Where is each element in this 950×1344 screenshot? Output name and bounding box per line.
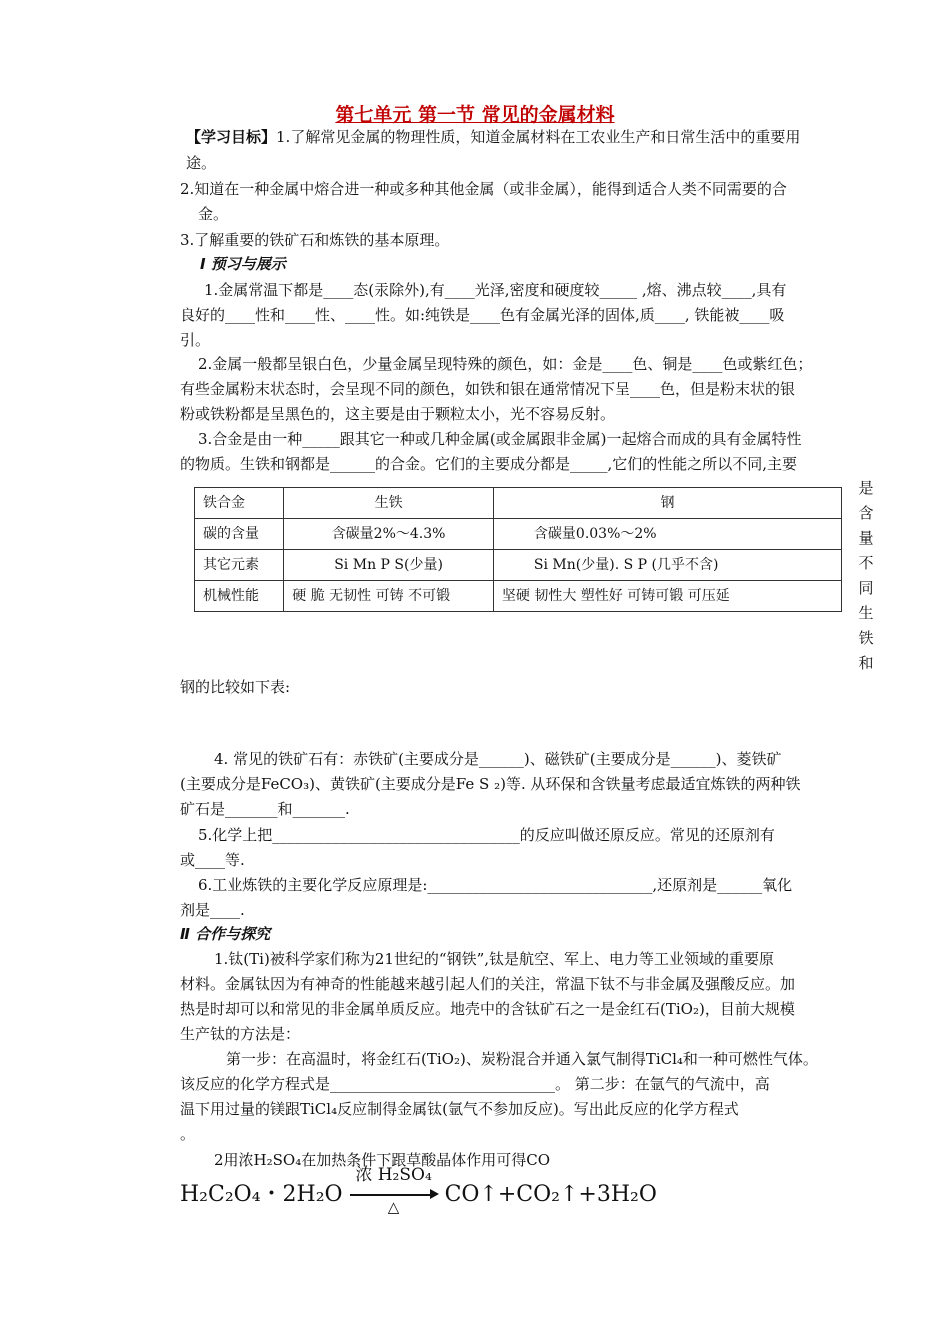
table-cell: 硬 脆 无韧性 可铸 不可锻 [284, 581, 494, 612]
objectives-line-1 [186, 126, 800, 148]
table-cell: 含碳量0.03%～2% [493, 519, 841, 550]
q1-line-c: 引。 [180, 331, 211, 349]
e1-line-b: 材料。金属钛因为有神奇的性能越来越引起人们的关注，常温下钛不与非金属及强酸反应。加 [180, 975, 796, 993]
q4-line-b: (主要成分是FeCO₃)、黄铁矿(主要成分是Fe S ₂)等. 从环保和含铁量考虑最适宜炼铁的两种铁 [180, 775, 801, 793]
q1-line-a: 1.金属常温下都是____态(汞除外),有____光泽,密度和硬度较_____ ,熔、沸点较____,具有 [204, 281, 787, 299]
q4-line-c: 矿石是_______和_______. [180, 800, 350, 818]
e1-line-c: 热是时却可以和常见的非金属单质反应。地壳中的含钛矿石之一是金红石(TiO₂)，目前大规模 [180, 1000, 795, 1018]
table-header-row [195, 488, 842, 519]
objective-2a: 2.知道在一种金属中熔合进一种或多种其他金属（或非金属），能得到适合人类不同需要的合 [180, 180, 787, 198]
objective-1b: 途。 [186, 154, 217, 172]
vertical-char: 同 [858, 579, 874, 597]
objectives-label: 【学习目标】 [186, 128, 277, 146]
objective-1a: 1.了解常见金属的物理性质，知道金属材料在工农业生产和日常生活中的重要用 [276, 128, 801, 146]
e2-line: 2用浓H₂SO₄在加热条件下跟草酸晶体作用可得CO [214, 1151, 551, 1169]
heat-symbol: △ [387, 1198, 400, 1216]
e1-line-h: 。 [180, 1125, 196, 1143]
q2-line-b: 有些金属粉末状态时，会呈现不同的颜色，如铁和银在通常情况下呈____色，但是粉末状的银 [180, 380, 796, 398]
section-1-heading: Ⅰ 预习与展示 [200, 255, 286, 273]
objective-2b: 金。 [198, 205, 229, 223]
e1-line-g: 温下用过量的镁跟TiCl₄反应制得金属钛(氩气不参加反应)。写出此反应的化学方程式 [180, 1100, 739, 1118]
page-title: 第七单元 第一节 常见的金属材料 [335, 104, 615, 126]
table-row [195, 519, 842, 550]
equation-reactant: H₂C₂O₄・2H₂O [180, 1182, 343, 1207]
arrow-condition-top: 浓 H₂SO₄ [355, 1165, 432, 1185]
objective-3: 3.了解重要的铁矿石和炼铁的基本原理。 [180, 231, 450, 249]
q3-line-a: 3.合金是由一种_____跟其它一种或几种金属(或金属跟非金属)一起熔合而成的具有金属特性 [198, 430, 802, 448]
arrow-line [350, 1194, 432, 1196]
e1-line-d: 生产钛的方法是： [180, 1025, 301, 1043]
table-cell: 机械性能 [195, 581, 284, 612]
chemical-equation [180, 1165, 657, 1216]
e1-line-f: 该反应的化学方程式是______________________________。 第二步：在氩气的气流中，高 [180, 1075, 770, 1093]
q6-line-a: 6.工业炼铁的主要化学反应原理是:______________________________,还原剂是______氧化 [198, 876, 793, 894]
table-cell: 含碳量2%～4.3% [284, 519, 494, 550]
q1-line-b: 良好的____性和____性、____性。如:纯铁是____色有金属光泽的固体,质____, 铁能被____吸 [180, 306, 785, 324]
section-2-heading: Ⅱ 合作与探究 [180, 925, 271, 943]
table-cell: Si Mn(少量). S P (几乎不含) [493, 550, 841, 581]
table-row [195, 550, 842, 581]
q5-line-a: 5.化学上把_________________________________的反应叫做还原反应。常见的还原剂有 [198, 826, 775, 844]
e1-line-a: 1.钛(Ti)被科学家们称为21世纪的“钢铁”,钛是航空、军上、电力等工业领域的重要原 [214, 950, 775, 968]
iron-steel-comparison-table [194, 487, 842, 612]
q4-line-a: 4. 常见的铁矿石有：赤铁矿(主要成分是______)、磁铁矿(主要成分是______)、菱铁矿 [214, 750, 782, 768]
vertical-char: 和 [858, 654, 874, 672]
table-row [195, 581, 842, 612]
vertical-char: 含 [858, 504, 874, 522]
q3-line-b: 的物质。生铁和钢都是______的合金。它们的主要成分都是_____,它们的性能之所以不同,主要 [180, 455, 798, 473]
reaction-arrow [350, 1165, 438, 1216]
table-cell: 坚硬 韧性大 塑性好 可铸可锻 可压延 [493, 581, 841, 612]
table-header-cell: 生铁 [284, 488, 494, 519]
table-cell: 碳的含量 [195, 519, 284, 550]
table-header-cell: 铁合金 [195, 488, 284, 519]
vertical-char: 生 [858, 604, 874, 622]
q2-line-a: 2.金属一般都呈银白色，少量金属呈现特殊的颜色，如：金是____色、铜是____色或紫红色； [198, 355, 813, 373]
q6-line-b: 剂是____. [180, 901, 245, 919]
q5-line-b: 或____等. [180, 851, 245, 869]
q3-tail: 钢的比较如下表: [180, 678, 291, 696]
vertical-char: 铁 [858, 629, 874, 647]
vertical-char: 是 [858, 479, 874, 497]
equation-products: CO↑+CO₂↑+3H₂O [444, 1182, 657, 1207]
q2-line-c: 粉或铁粉都是呈黑色的，这主要是由于颗粒太小，光不容易反射。 [180, 405, 616, 423]
vertical-char: 量 [858, 529, 874, 547]
e1-line-e: 第一步：在高温时，将金红石(TiO₂)、炭粉混合并通入氯气制得TiCl₄和一种可燃性气体。 [226, 1050, 818, 1068]
q3-vertical-text [858, 476, 874, 676]
table-header-cell: 钢 [493, 488, 841, 519]
table-cell: 其它元素 [195, 550, 284, 581]
vertical-char: 不 [858, 554, 874, 572]
table-cell: Si Mn P S(少量) [284, 550, 494, 581]
